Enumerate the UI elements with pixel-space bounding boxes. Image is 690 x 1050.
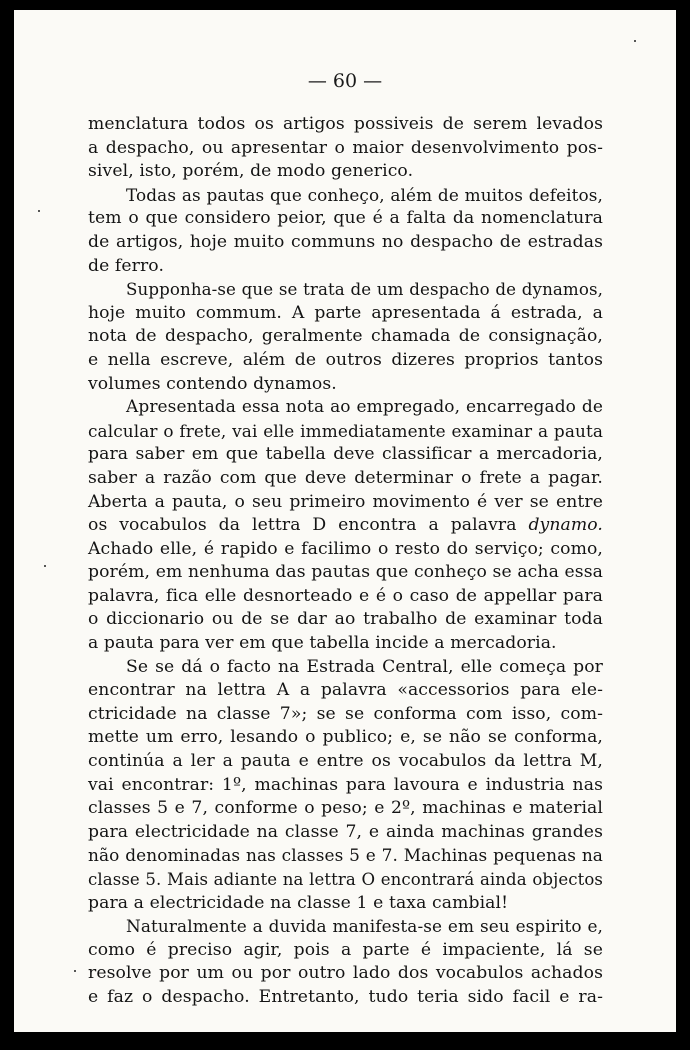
text-line: para electricidade na classe 7, e ainda machinas grandes <box>88 821 603 842</box>
text-line: sivel, isto, porém, de modo generico. <box>88 161 414 182</box>
text-line: vai encontrar: 1º, machinas para lavoura e industria nas <box>88 774 603 795</box>
text-line: Aberta a pauta, o seu primeiro movimento é ver se entre <box>88 491 603 512</box>
text-line: Se se dá o facto na Estrada Central, elle começa por <box>126 656 603 677</box>
text-line: classe 5. Mais adiante na lettra O encontrará ainda objectos <box>88 870 603 889</box>
text-line: e nella escreve, além de outros dizeres proprios tantos <box>88 349 603 370</box>
text-line: palavra, fica elle desnorteado e é o caso de appellar para <box>88 585 603 606</box>
scan-speck <box>38 210 40 212</box>
scan-speck <box>74 970 76 972</box>
text-line: como é preciso agir, pois a parte é impaciente, lá se <box>88 939 603 960</box>
text-line: tem o que considero peior, que é a falta da nomenclatura <box>88 208 603 229</box>
body-text <box>88 113 603 1010</box>
text-line: de ferro. <box>88 255 165 276</box>
text-line-with-italic <box>88 514 603 538</box>
text-line: para saber em que tabella deve classificar a mercadoria, <box>88 444 603 465</box>
text-line: hoje muito commum. A parte apresentada á estrada, a <box>88 302 603 323</box>
text-line: Todas as pautas que conheço, além de muitos defeitos, <box>126 184 603 205</box>
text-line: o diccionario ou de se dar ao trabalho de examinar toda <box>88 609 603 630</box>
text-line: classes 5 e 7, conforme o peso; e 2º, machinas e material <box>88 798 603 819</box>
text-line: não denominadas nas classes 5 e 7. Machinas pequenas na <box>88 845 603 866</box>
paragraph <box>88 656 603 916</box>
book-page <box>14 10 676 1032</box>
text-line: Naturalmente a duvida manifesta-se em seu espirito e, <box>126 916 603 937</box>
paragraph <box>88 396 603 656</box>
text-line: Supponha-se que se trata de um despacho de dynamos, <box>126 280 603 300</box>
text-line: continúa a ler a pauta e entre os vocabulos da lettra M, <box>88 751 603 772</box>
text-segment: os vocabulos da lettra D encontra a palavra <box>88 515 517 536</box>
paragraph <box>88 184 603 278</box>
text-line: saber a razão com que deve determinar o frete a pagar. <box>88 467 603 488</box>
scan-speck <box>634 40 636 42</box>
text-line: ctricidade na classe 7»; se se conforma com isso, com- <box>88 703 603 724</box>
text-line: encontrar na lettra A a palavra «accessorios para ele- <box>88 680 603 701</box>
text-line: calcular o frete, vai elle immediatamente examinar a pauta <box>88 420 603 441</box>
scan-speck <box>44 565 46 567</box>
text-line: porém, em nenhuma das pautas que conheço se acha essa <box>88 562 603 583</box>
text-line: a despacho, ou apresentar o maior desenvolvimento pos- <box>88 137 603 158</box>
text-line: Achado elle, é rapido e facilimo o resto do serviço; como, <box>88 538 603 559</box>
text-line: para a electricidade na classe 1 e taxa cambial! <box>88 892 509 913</box>
page-number: — 60 — <box>307 70 383 92</box>
paragraph <box>88 915 603 1009</box>
text-line: nota de despacho, geralmente chamada de consignação, <box>88 326 603 347</box>
text-line: mette um erro, lesando o publico; e, se não se conforma, <box>88 727 603 748</box>
text-line: Apresentada essa nota ao empregado, encarregado de <box>126 397 603 418</box>
italic-word: dynamo. <box>528 515 603 536</box>
text-line: menclatura todos os artigos possiveis de serem levados <box>88 114 603 134</box>
text-line: resolve por um ou por outro lado dos vocabulos achados <box>88 963 603 984</box>
paragraph <box>88 278 603 396</box>
text-line: a pauta para ver em que tabella incide a mercadoria. <box>88 633 557 654</box>
text-line: e faz o despacho. Entretanto, tudo teria sido facil e ra- <box>88 986 603 1007</box>
text-line: de artigos, hoje muito communs no despacho de estradas <box>88 231 603 252</box>
paragraph <box>88 113 603 184</box>
text-line: volumes contendo dynamos. <box>88 373 337 394</box>
